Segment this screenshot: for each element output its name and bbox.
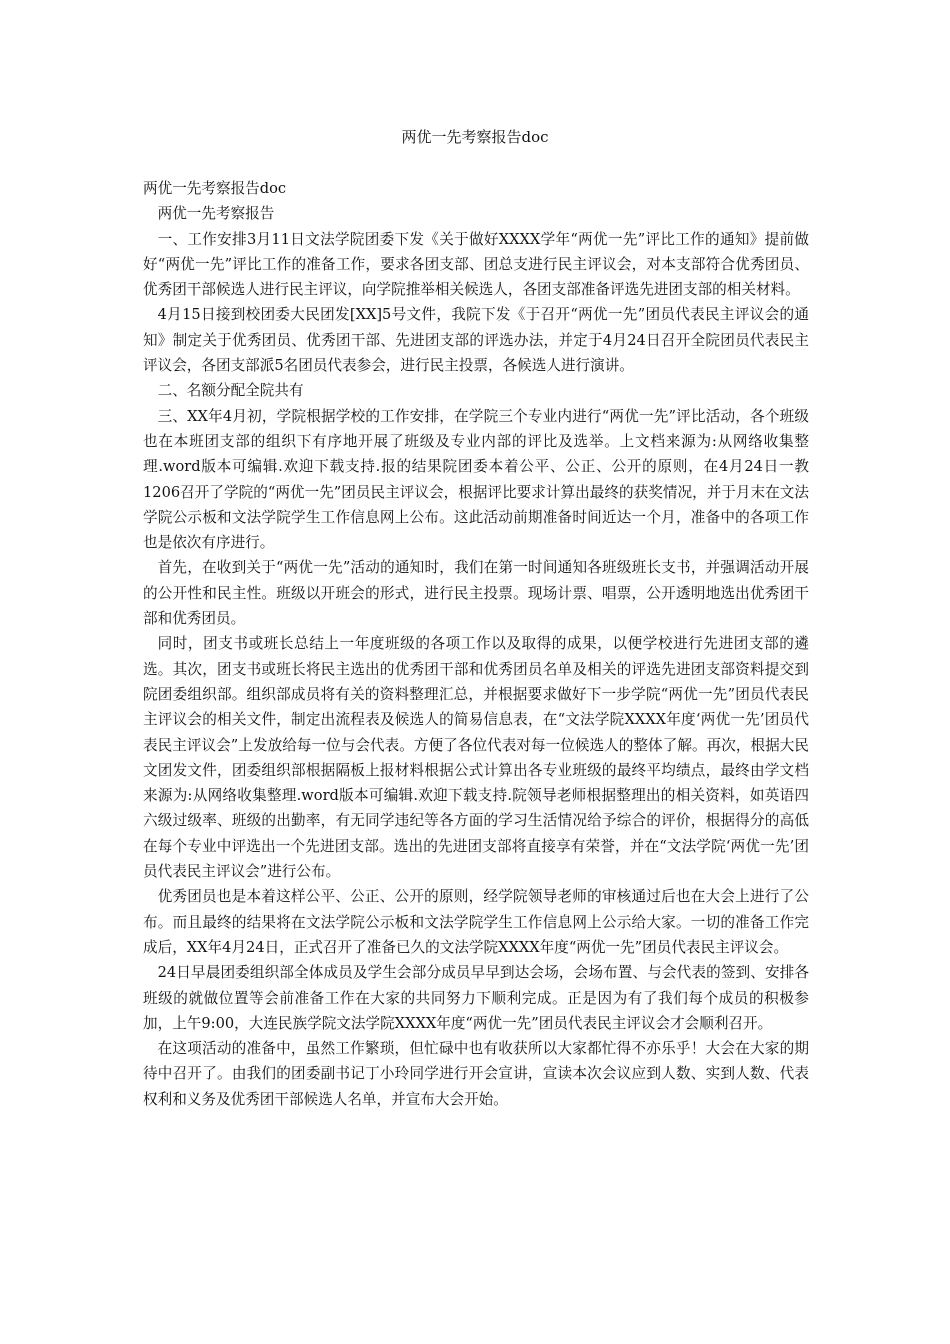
paragraph-24th-morning: 24日早晨团委组织部全体成员及学生会部分成员早早到达会场，会场布置、与会代表的签到、安排各班级的就做位置等会前准备工作在大家的共同努力下顺利完成。正是因为有了我们每个成员的积极参加，上午9:00，大连民族学院文法学院XXXX年度“两优一先”团员代表民主评议会才会顺利召开。 xyxy=(143,964,809,1032)
paragraph-early-april: 三、XX年4月初，学院根据学校的工作安排，在学院三个专业内进行“两优一先”评比活动，各个班级也在本班团支部的组织下有序地开展了班级及专业内部的评比及选举。上文档来源为:从网络收集整理.word版本可编辑.欢迎下载支持.报的结果院团委本着公平、公正、公开的原则，在4月24日一教1206召开了学院的“两优一先”团员民主评议会，根据评比要求计算出最终的获奖情况，并于月末在文法学院公示板和文法学院学生工作信息网上公布。这此活动前期准备时间近达一个月，准备中的各项工作也是依次有序进行。 xyxy=(143,407,809,552)
paragraph-heading: 两优一先考察报告doc xyxy=(143,180,287,197)
paragraph-meanwhile: 同时，团支书或班长总结上一年度班级的各项工作以及取得的成果，以便学校进行先进团支部的遴选。其次，团支书或班长将民主选出的优秀团干部和优秀团员名单及相关的评选先进团支部资料提交到院团委组织部。组织部成员将有关的资料整理汇总，并根据要求做好下一步学院“两优一先”团员代表民主评议会的相关文件，制定出流程表及候选人的简易信息表，在“文法学院XXXX年度‘两优一先’团员代表民主评议会”上发放给每一位与会代表。方便了各位代表对每一位候选人的整体了解。再次，根据大民文团发文件，团委组织部根据隔板上报材料根据公式计算出各专业班级的最终平均绩点，最终由学文档来源为:从网络收集整理.word版本可编辑.欢迎下载支持.院领导老师根据整理出的相关资料，如英语四六级过级率、班级的出勤率，有无同学违纪等各方面的学习生活情况给予综合的评价，根据得分的高低在每个专业中评选出一个先进团支部。选出的先进团支部将直接享有荣誉，并在“文法学院‘两优一先’团员代表民主评议会”进行公布。 xyxy=(143,635,809,881)
paragraph-quota: 二、名额分配全院共有 xyxy=(157,382,304,400)
paragraph-excellent-members: 优秀团员也是本着这样公平、公正、公开的原则，经学院领导老师的审核通过后也在大会上进行了公布。而且最终的结果将在文法学院公示板和文法学院学生工作信息网上公示给大家。一切的准备工作完成后，XX年4月24日，正式召开了准备已久的文法学院XXXX年度“两优一先”团员代表民主评议会。 xyxy=(143,888,809,956)
document-body xyxy=(143,176,809,1112)
paragraph-work-arrangement: 一、工作安排3月11日文法学院团委下发《关于做好XXXX学年“两优一先”评比工作的通知》提前做好“两优一先”评比工作的准备工作，要求各团支部、团总支进行民主评议会，对本支部符合优秀团员、优秀团干部候选人进行民主评议，向学院推举相关候选人，各团支部准备评选先进团支部的相关材料。 xyxy=(143,230,809,299)
paragraph-first: 首先，在收到关于“两优一先”活动的通知时，我们在第一时间通知各班级班长支书，并强调活动开展的公开性和民主性。班级以开班会的形式，进行民主投票。现场计票、唱票，公开透明地选出优秀团干部和优秀团员。 xyxy=(143,559,809,628)
document-title: 两优一先考察报告doc xyxy=(401,128,549,146)
paragraph-subheading: 两优一先考察报告 xyxy=(157,205,275,223)
paragraph-april-15: 4月15日接到校团委大民团发[XX]5号文件，我院下发《于召开“两优一先”团员代表民主评议会的通知》制定关于优秀团员、优秀团干部、先进团支部的评选办法，并定于4月24日召开全院团员代表民主评议会，各团支部派5名团员代表参会，进行民主投票，各候选人进行演讲。 xyxy=(143,306,809,375)
paragraph-preparation: 在这项活动的准备中，虽然工作繁琐，但忙碌中也有收获所以大家都忙得不亦乐乎！大会在大家的期待中召开了。由我们的团委副书记丁小玲同学进行开会宣讲，宣读本次会议应到人数、实到人数、代表权利和义务及优秀团干部候选人名单，并宣布大会开始。 xyxy=(143,1040,809,1108)
